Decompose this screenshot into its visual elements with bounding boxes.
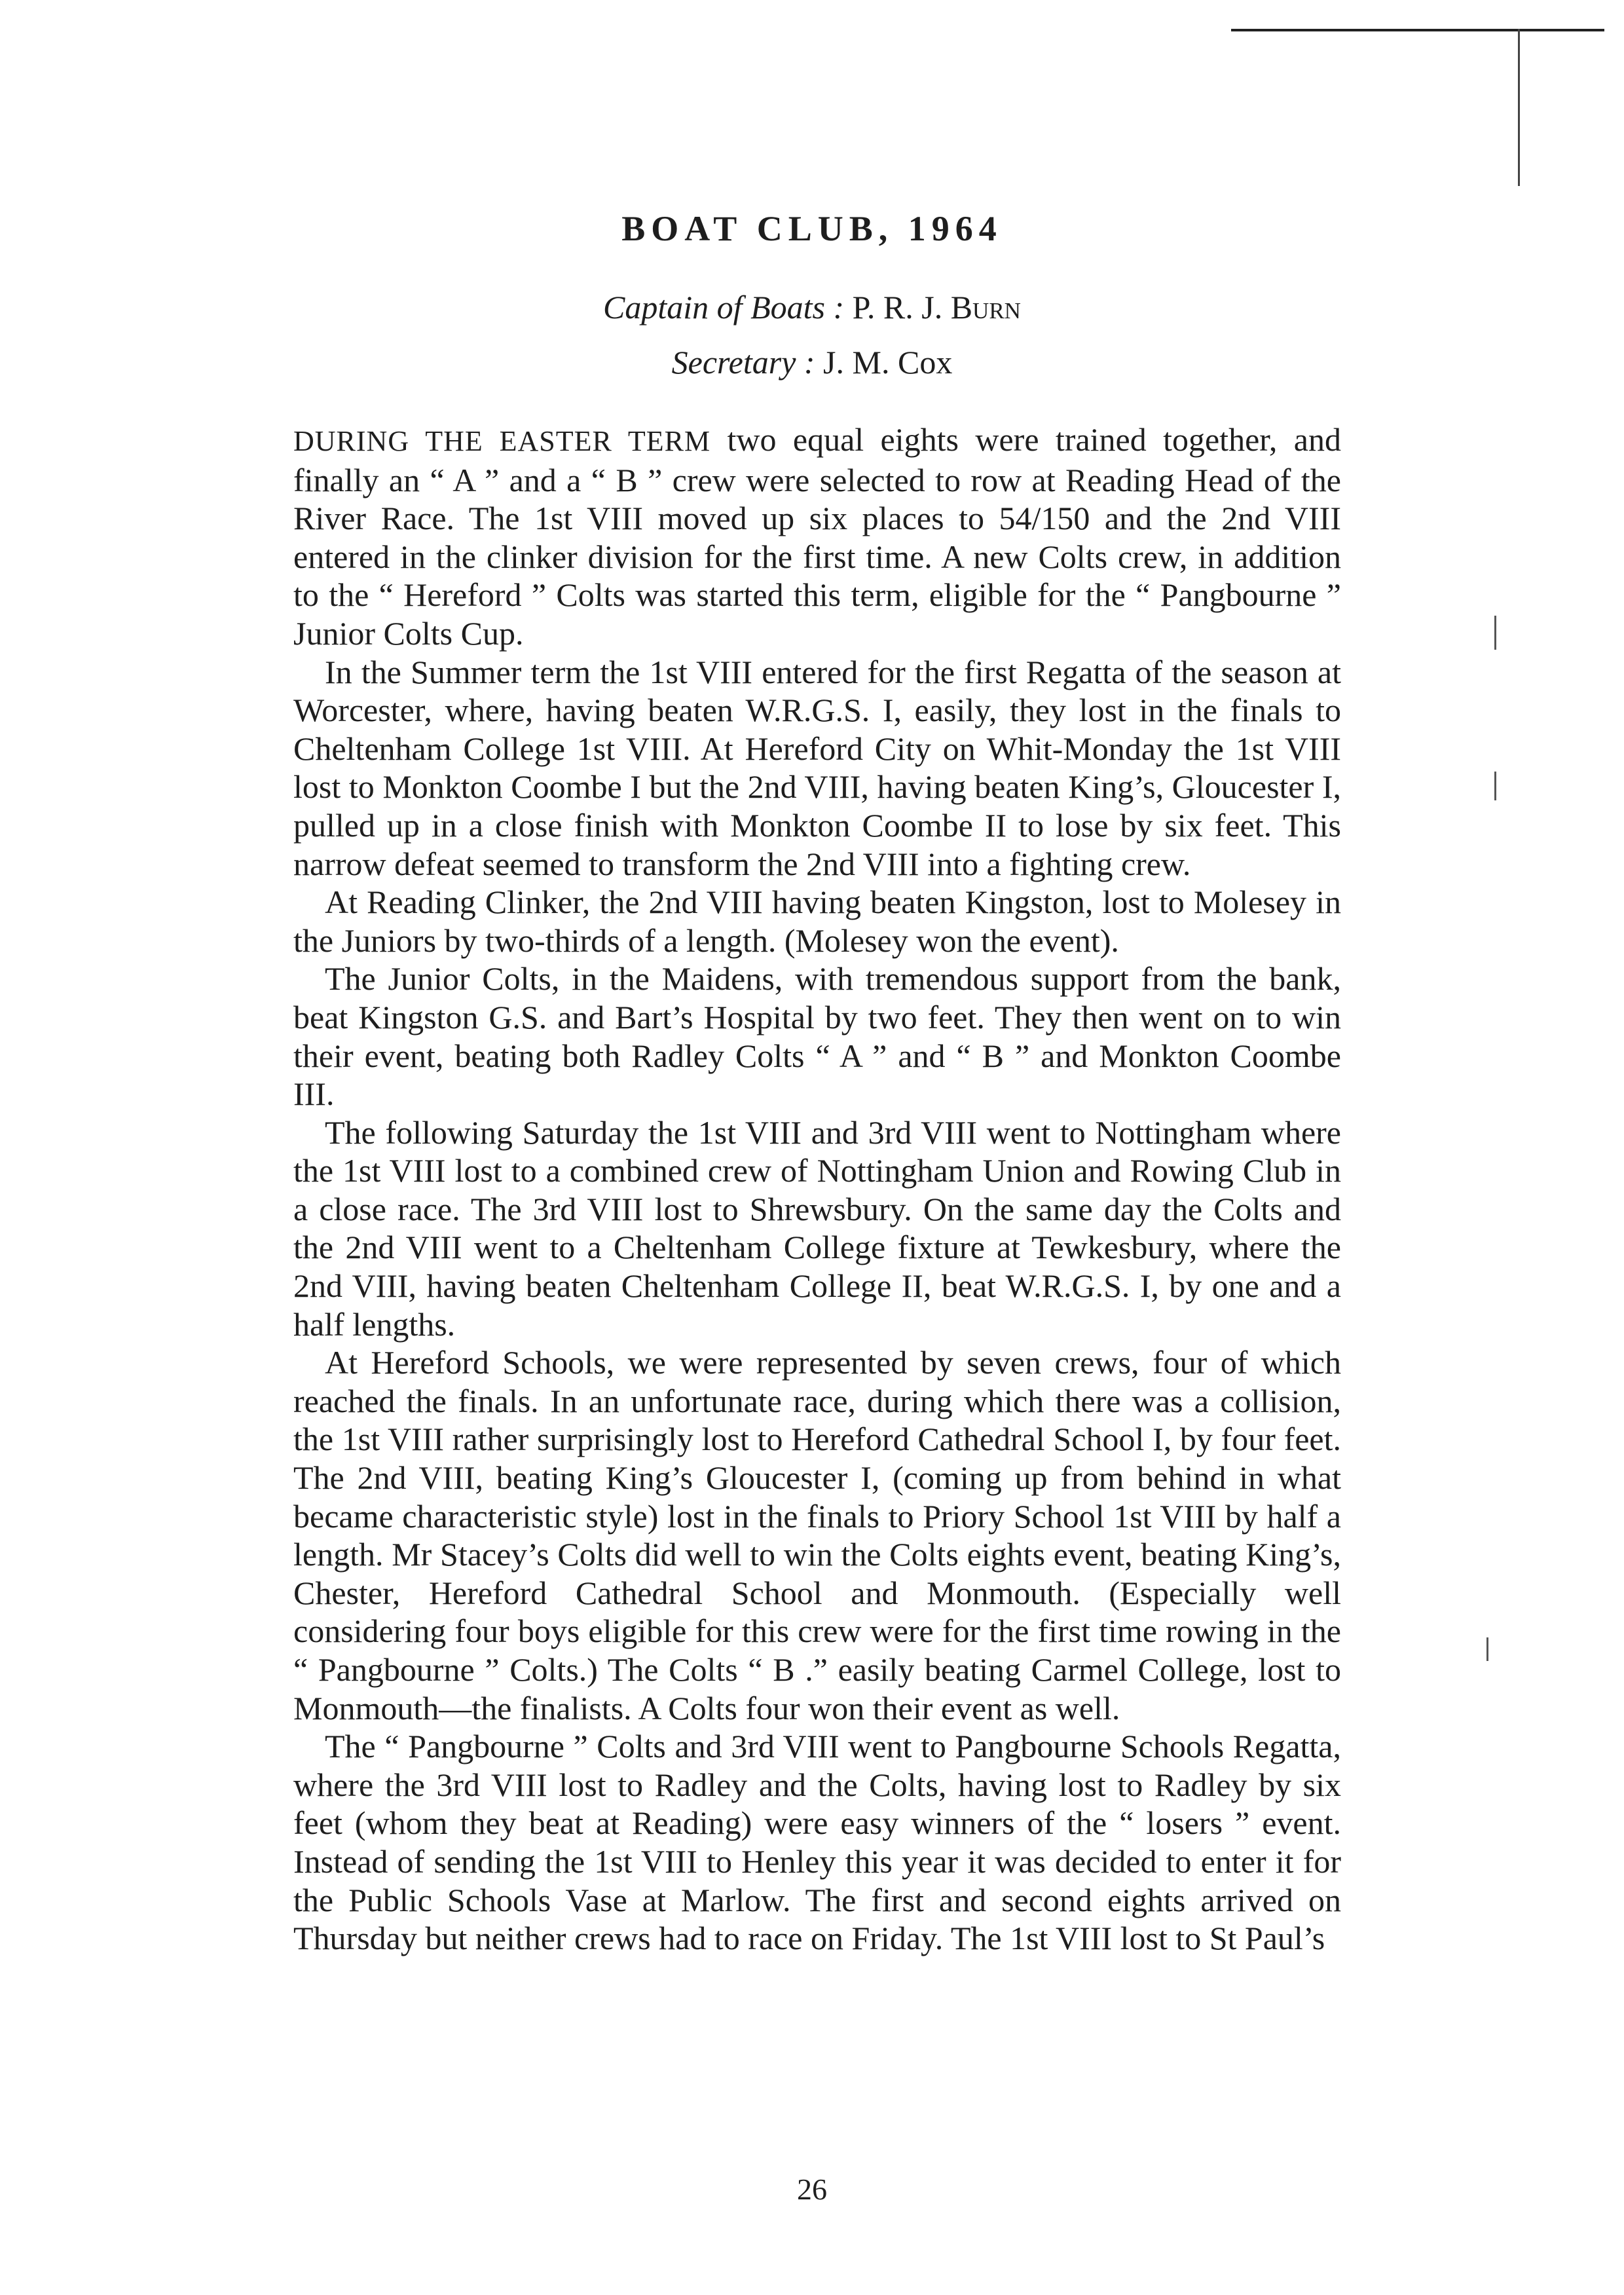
secretary-role: Secretary : [671,344,815,381]
article-body [293,420,1341,1958]
paragraph: The following Saturday the 1st VIII and 3rd VIII went to Nottingham where the 1st VIII lost to a combined crew of Nottingham Union and Rowing Club in a close race. The 3rd VIII lost to Shrewsbury. On the same day the Colts and the 2nd VIII went to a Cheltenham College fixture at Tewkesbury, where the 2nd VIII, having beaten Cheltenham College II, beat W.R.G.S. I, by one and a half lengths. [293,1113,1341,1343]
captain-line [0,288,1624,326]
paragraph: The Junior Colts, in the Maidens, with tremendous support from the bank, beat Kingston G.S. and Bart’s Hospital by two feet. They then went on to win their event, beating both Radley Colts “ A ” and “ B ” and Monkton Coombe III. [293,960,1341,1113]
page-title: BOAT CLUB, 1964 [621,209,1003,248]
edge-mark [1486,1637,1488,1661]
paragraph: At Reading Clinker, the 2nd VIII having beaten Kingston, lost to Molesey in the Juniors by two-thirds of a length. (Molesey won the event). [293,884,1341,959]
page-number: 26 [797,2173,827,2206]
captain-name: P. R. J. Burn [852,289,1021,326]
paragraph: The “ Pangbourne ” Colts and 3rd VIII went to Pangbourne Schools Regatta, where the 3rd VIII lost to Radley and the Colts, having lost to Radley by six feet (whom they beat at Reading) were easy winners of the “ losers ” event. Instead of sending the 1st VIII to Henley this year it was decided to enter it for the Public Schools Vase at Marlow. The first and second eights arrived on Thursday but neither crews had to race on Friday. The 1st VIII lost to St Paul’s [293,1728,1341,1957]
paragraph-text: two equal eights were trained together, and finally an “ A ” and a “ B ” crew were selected to row at Reading Head of the River Race. The 1st VIII moved up six places to 54/150 and the 2nd VIII entered in the clinker division for the first time. A new Colts crew, in addition to the “ Hereford ” Colts was started this term, eligible for the “ Pangbourne ” Junior Colts Cup. [293,421,1341,652]
edge-mark [1494,772,1496,800]
edge-mark [1494,616,1496,650]
crop-mark-vertical [1518,29,1520,186]
paragraph: At Hereford Schools, we were represented by seven crews, four of which reached the finals. In an unfortunate race, during which there was a collision, the 1st VIII rather surprisingly lost to Hereford Cathedral School I, by four feet. The 2nd VIII, beating King’s Gloucester I, (coming up from behind in what became characteristic style) lost in the finals to Priory School 1st VIII by half a length. Mr Stacey’s Colts did well to win the Colts eights event, beating King’s, Chester, Hereford Cathedral School and Monmouth. (Especially well considering four boys eligible for this crew were for the first time rowing in the “ Pangbourne ” Colts.) The Colts “ B .” easily beating Carmel College, lost to Monmouth—the finalists. A Colts four won their event as well. [293,1344,1341,1726]
paragraph [293,420,1341,653]
secretary-line [0,343,1624,381]
secretary-name: J. M. Cox [823,344,953,381]
paragraph: In the Summer term the 1st VIII entered for the first Regatta of the season at Worcester, where, having beaten W.R.G.S. I, easily, they lost in the finals to Cheltenham College 1st VIII. At Hereford City on Whit-Monday the 1st VIII lost to Monkton Coombe I but the 2nd VIII, having beaten King’s, Gloucester I, pulled up in a close finish with Monkton Coombe II to lose by six feet. This narrow defeat seemed to transform the 2nd VIII into a fighting crew. [293,653,1341,882]
crop-mark-horizontal [1231,29,1604,31]
captain-role: Captain of Boats : [603,289,845,326]
paragraph-lead: DURING THE EASTER TERM [293,425,711,457]
